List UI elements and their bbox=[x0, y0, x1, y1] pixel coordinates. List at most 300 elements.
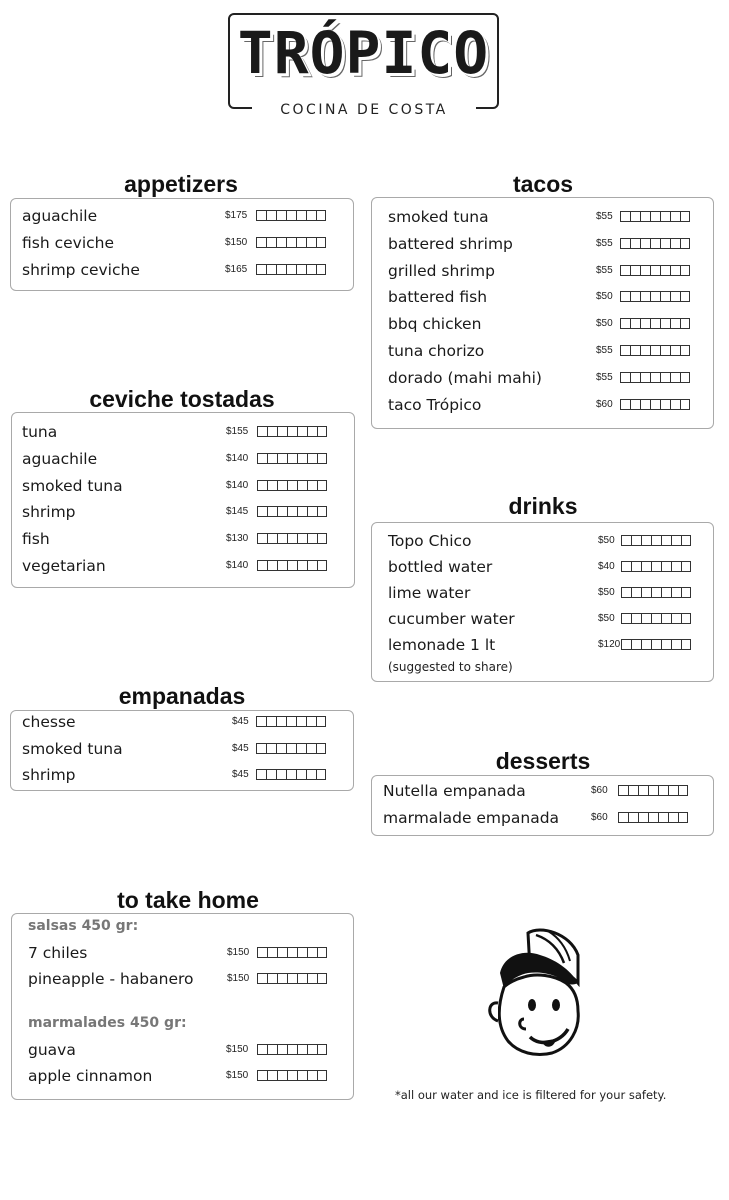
marmalades-heading: marmalades 450 gr: bbox=[28, 1015, 187, 1031]
quantity-box[interactable] bbox=[257, 1070, 267, 1081]
quantity-boxes[interactable] bbox=[256, 264, 326, 276]
quantity-box[interactable] bbox=[660, 291, 670, 302]
quantity-box[interactable] bbox=[680, 372, 690, 383]
quantity-box[interactable] bbox=[668, 785, 678, 796]
quantity-box[interactable] bbox=[640, 345, 650, 356]
quantity-boxes[interactable] bbox=[257, 480, 327, 492]
quantity-box[interactable] bbox=[317, 947, 327, 958]
quantity-box[interactable] bbox=[671, 613, 681, 624]
quantity-box[interactable] bbox=[256, 264, 266, 275]
quantity-box[interactable] bbox=[307, 506, 317, 517]
quantity-boxes[interactable] bbox=[620, 345, 690, 357]
quantity-box[interactable] bbox=[670, 372, 680, 383]
quantity-box[interactable] bbox=[286, 264, 296, 275]
quantity-box[interactable] bbox=[661, 587, 671, 598]
quantity-boxes[interactable] bbox=[620, 265, 690, 277]
quantity-box[interactable] bbox=[267, 1044, 277, 1055]
quantity-boxes[interactable] bbox=[621, 587, 691, 599]
menu-item-fish-ceviche bbox=[11, 232, 353, 256]
quantity-box[interactable] bbox=[287, 947, 297, 958]
quantity-box[interactable] bbox=[630, 265, 640, 276]
quantity-box[interactable] bbox=[650, 265, 660, 276]
quantity-box[interactable] bbox=[266, 769, 276, 780]
quantity-box[interactable] bbox=[266, 210, 276, 221]
quantity-box[interactable] bbox=[641, 535, 651, 546]
quantity-box[interactable] bbox=[307, 973, 317, 984]
quantity-box[interactable] bbox=[297, 560, 307, 571]
item-name: tuna chorizo bbox=[388, 342, 485, 360]
quantity-box[interactable] bbox=[670, 345, 680, 356]
quantity-box[interactable] bbox=[277, 947, 287, 958]
quantity-box[interactable] bbox=[660, 345, 670, 356]
quantity-box[interactable] bbox=[660, 265, 670, 276]
quantity-box[interactable] bbox=[638, 785, 648, 796]
quantity-box[interactable] bbox=[267, 453, 277, 464]
menu-item-grilled-shrimp bbox=[372, 260, 713, 284]
quantity-box[interactable] bbox=[316, 769, 326, 780]
quantity-box[interactable] bbox=[266, 264, 276, 275]
quantity-box[interactable] bbox=[287, 533, 297, 544]
quantity-boxes[interactable] bbox=[256, 769, 326, 781]
quantity-box[interactable] bbox=[297, 426, 307, 437]
item-price: $60 bbox=[596, 398, 613, 410]
quantity-box[interactable] bbox=[286, 769, 296, 780]
quantity-box[interactable] bbox=[297, 1070, 307, 1081]
quantity-box[interactable] bbox=[287, 973, 297, 984]
menu-item-taco-tr-pico bbox=[372, 394, 713, 418]
item-price: $45 bbox=[232, 716, 249, 727]
quantity-boxes[interactable] bbox=[257, 506, 327, 518]
menu-item-battered-fish bbox=[372, 286, 713, 310]
quantity-box[interactable] bbox=[651, 613, 661, 624]
quantity-box[interactable] bbox=[650, 238, 660, 249]
quantity-box[interactable] bbox=[267, 480, 277, 491]
quantity-box[interactable] bbox=[671, 587, 681, 598]
quantity-box[interactable] bbox=[620, 211, 630, 222]
quantity-box[interactable] bbox=[317, 1044, 327, 1055]
quantity-box[interactable] bbox=[296, 210, 306, 221]
quantity-box[interactable] bbox=[618, 785, 628, 796]
drinks-box bbox=[371, 522, 714, 682]
quantity-box[interactable] bbox=[681, 639, 691, 650]
quantity-boxes[interactable] bbox=[257, 1070, 327, 1082]
menu-item-fish bbox=[12, 528, 354, 552]
item-name: lemonade 1 lt bbox=[388, 636, 496, 654]
quantity-box[interactable] bbox=[641, 613, 651, 624]
quantity-box[interactable] bbox=[277, 1044, 287, 1055]
quantity-box[interactable] bbox=[276, 743, 286, 754]
quantity-box[interactable] bbox=[316, 264, 326, 275]
quantity-box[interactable] bbox=[641, 587, 651, 598]
quantity-box[interactable] bbox=[307, 1070, 317, 1081]
quantity-box[interactable] bbox=[621, 587, 631, 598]
quantity-box[interactable] bbox=[257, 506, 267, 517]
quantity-box[interactable] bbox=[276, 264, 286, 275]
quantity-box[interactable] bbox=[297, 533, 307, 544]
quantity-box[interactable] bbox=[681, 587, 691, 598]
quantity-box[interactable] bbox=[620, 318, 630, 329]
quantity-box[interactable] bbox=[267, 506, 277, 517]
quantity-box[interactable] bbox=[628, 812, 638, 823]
quantity-box[interactable] bbox=[640, 318, 650, 329]
quantity-boxes[interactable] bbox=[621, 639, 691, 651]
quantity-box[interactable] bbox=[257, 560, 267, 571]
item-price: $140 bbox=[226, 560, 249, 571]
quantity-box[interactable] bbox=[287, 560, 297, 571]
item-name: marmalade empanada bbox=[383, 809, 560, 827]
tacos-box bbox=[371, 197, 714, 429]
quantity-box[interactable] bbox=[620, 291, 630, 302]
quantity-box[interactable] bbox=[256, 237, 266, 248]
item-name: battered fish bbox=[388, 288, 488, 307]
menu-item-smoked-tuna bbox=[12, 475, 354, 499]
menu-item-topo-chico bbox=[372, 530, 713, 554]
quantity-box[interactable] bbox=[670, 399, 680, 410]
item-name: apple cinnamon bbox=[28, 1067, 153, 1085]
quantity-box[interactable] bbox=[661, 639, 671, 650]
quantity-box[interactable] bbox=[661, 613, 671, 624]
quantity-box[interactable] bbox=[287, 426, 297, 437]
quantity-boxes[interactable] bbox=[620, 399, 690, 411]
salsas-heading: salsas 450 gr: bbox=[28, 918, 139, 934]
quantity-box[interactable] bbox=[680, 345, 690, 356]
quantity-box[interactable] bbox=[316, 743, 326, 754]
quantity-box[interactable] bbox=[640, 211, 650, 222]
quantity-box[interactable] bbox=[621, 613, 631, 624]
quantity-box[interactable] bbox=[286, 237, 296, 248]
quantity-box[interactable] bbox=[266, 716, 276, 727]
quantity-box[interactable] bbox=[257, 533, 267, 544]
quantity-box[interactable] bbox=[678, 785, 688, 796]
quantity-box[interactable] bbox=[620, 372, 630, 383]
quantity-box[interactable] bbox=[317, 480, 327, 491]
quantity-boxes[interactable] bbox=[620, 372, 690, 384]
quantity-box[interactable] bbox=[307, 560, 317, 571]
quantity-box[interactable] bbox=[316, 237, 326, 248]
quantity-box[interactable] bbox=[256, 743, 266, 754]
item-price: $50 bbox=[598, 587, 615, 598]
quantity-box[interactable] bbox=[256, 210, 266, 221]
quantity-box[interactable] bbox=[317, 973, 327, 984]
quantity-box[interactable] bbox=[257, 453, 267, 464]
quantity-box[interactable] bbox=[648, 785, 658, 796]
empanadas-box bbox=[10, 710, 354, 791]
quantity-box[interactable] bbox=[296, 237, 306, 248]
quantity-box[interactable] bbox=[618, 812, 628, 823]
to-take-home-title: to take home bbox=[117, 887, 259, 913]
quantity-box[interactable] bbox=[628, 785, 638, 796]
quantity-box[interactable] bbox=[630, 291, 640, 302]
menu-item-bbq-chicken bbox=[372, 313, 713, 337]
quantity-boxes[interactable] bbox=[621, 613, 691, 625]
quantity-box[interactable] bbox=[266, 237, 276, 248]
quantity-box[interactable] bbox=[306, 716, 316, 727]
quantity-box[interactable] bbox=[640, 399, 650, 410]
quantity-box[interactable] bbox=[661, 535, 671, 546]
quantity-box[interactable] bbox=[670, 238, 680, 249]
quantity-box[interactable] bbox=[651, 561, 661, 572]
quantity-box[interactable] bbox=[277, 453, 287, 464]
quantity-box[interactable] bbox=[660, 372, 670, 383]
quantity-box[interactable] bbox=[640, 265, 650, 276]
quantity-box[interactable] bbox=[671, 535, 681, 546]
quantity-box[interactable] bbox=[621, 639, 631, 650]
quantity-box[interactable] bbox=[680, 211, 690, 222]
quantity-box[interactable] bbox=[277, 1070, 287, 1081]
quantity-box[interactable] bbox=[306, 743, 316, 754]
quantity-box[interactable] bbox=[277, 506, 287, 517]
quantity-box[interactable] bbox=[307, 426, 317, 437]
quantity-box[interactable] bbox=[630, 318, 640, 329]
item-name: shrimp bbox=[22, 766, 76, 784]
menu-item-battered-shrimp bbox=[372, 233, 713, 257]
quantity-box[interactable] bbox=[276, 769, 286, 780]
quantity-box[interactable] bbox=[307, 533, 317, 544]
item-name: pineapple - habanero bbox=[28, 970, 194, 988]
quantity-box[interactable] bbox=[680, 318, 690, 329]
quantity-box[interactable] bbox=[267, 533, 277, 544]
quantity-box[interactable] bbox=[317, 533, 327, 544]
quantity-box[interactable] bbox=[681, 561, 691, 572]
menu-item-marmalade-empanada bbox=[372, 807, 713, 831]
quantity-box[interactable] bbox=[306, 769, 316, 780]
quantity-boxes[interactable] bbox=[256, 210, 326, 222]
quantity-boxes[interactable] bbox=[256, 237, 326, 249]
quantity-box[interactable] bbox=[286, 210, 296, 221]
quantity-box[interactable] bbox=[297, 506, 307, 517]
to-take-home-box bbox=[11, 913, 354, 1100]
quantity-box[interactable] bbox=[297, 947, 307, 958]
quantity-box[interactable] bbox=[658, 812, 668, 823]
quantity-box[interactable] bbox=[631, 613, 641, 624]
item-name: Nutella empanada bbox=[383, 782, 526, 800]
quantity-box[interactable] bbox=[650, 318, 660, 329]
item-name: fish ceviche bbox=[22, 234, 115, 252]
quantity-box[interactable] bbox=[680, 265, 690, 276]
quantity-box[interactable] bbox=[287, 480, 297, 491]
quantity-box[interactable] bbox=[620, 265, 630, 276]
item-name: dorado (mahi mahi) bbox=[388, 368, 542, 387]
quantity-box[interactable] bbox=[660, 238, 670, 249]
quantity-box[interactable] bbox=[256, 769, 266, 780]
quantity-boxes[interactable] bbox=[620, 238, 690, 250]
quantity-boxes[interactable] bbox=[620, 291, 690, 303]
quantity-boxes[interactable] bbox=[621, 535, 691, 547]
item-price: $150 bbox=[225, 237, 248, 248]
quantity-box[interactable] bbox=[257, 480, 267, 491]
quantity-box[interactable] bbox=[277, 426, 287, 437]
quantity-box[interactable] bbox=[297, 973, 307, 984]
quantity-box[interactable] bbox=[680, 291, 690, 302]
logo-subtitle: COCINA DE COSTA bbox=[252, 101, 476, 119]
quantity-box[interactable] bbox=[640, 372, 650, 383]
quantity-box[interactable] bbox=[660, 399, 670, 410]
quantity-box[interactable] bbox=[277, 973, 287, 984]
quantity-box[interactable] bbox=[276, 210, 286, 221]
quantity-boxes[interactable] bbox=[257, 973, 327, 985]
quantity-box[interactable] bbox=[317, 506, 327, 517]
quantity-box[interactable] bbox=[267, 947, 277, 958]
quantity-box[interactable] bbox=[256, 716, 266, 727]
quantity-boxes[interactable] bbox=[618, 812, 688, 824]
quantity-box[interactable] bbox=[306, 210, 316, 221]
quantity-box[interactable] bbox=[257, 426, 267, 437]
item-price: $150 bbox=[226, 1070, 249, 1081]
quantity-box[interactable] bbox=[287, 506, 297, 517]
item-name: smoked tuna bbox=[22, 476, 123, 495]
quantity-box[interactable] bbox=[257, 973, 267, 984]
quantity-box[interactable] bbox=[317, 453, 327, 464]
quantity-box[interactable] bbox=[621, 561, 631, 572]
quantity-box[interactable] bbox=[630, 399, 640, 410]
quantity-boxes[interactable] bbox=[257, 1044, 327, 1056]
quantity-box[interactable] bbox=[670, 318, 680, 329]
quantity-box[interactable] bbox=[257, 1044, 267, 1055]
quantity-box[interactable] bbox=[316, 210, 326, 221]
quantity-box[interactable] bbox=[297, 1044, 307, 1055]
quantity-box[interactable] bbox=[297, 453, 307, 464]
item-name: tuna bbox=[22, 423, 58, 441]
quantity-boxes[interactable] bbox=[620, 211, 690, 223]
quantity-box[interactable] bbox=[681, 613, 691, 624]
quantity-boxes[interactable] bbox=[257, 426, 327, 438]
quantity-box[interactable] bbox=[296, 716, 306, 727]
quantity-box[interactable] bbox=[307, 480, 317, 491]
item-name: chesse bbox=[22, 713, 76, 731]
quantity-boxes[interactable] bbox=[257, 533, 327, 545]
quantity-box[interactable] bbox=[620, 399, 630, 410]
quantity-box[interactable] bbox=[296, 743, 306, 754]
quantity-box[interactable] bbox=[316, 716, 326, 727]
quantity-box[interactable] bbox=[286, 716, 296, 727]
quantity-box[interactable] bbox=[680, 399, 690, 410]
quantity-boxes[interactable] bbox=[618, 785, 688, 797]
quantity-box[interactable] bbox=[640, 291, 650, 302]
quantity-box[interactable] bbox=[640, 238, 650, 249]
item-price: $165 bbox=[225, 264, 248, 275]
quantity-box[interactable] bbox=[307, 947, 317, 958]
quantity-boxes[interactable] bbox=[621, 561, 691, 573]
quantity-box[interactable] bbox=[660, 211, 670, 222]
quantity-box[interactable] bbox=[266, 743, 276, 754]
quantity-box[interactable] bbox=[277, 533, 287, 544]
quantity-box[interactable] bbox=[286, 743, 296, 754]
item-price: $150 bbox=[227, 947, 250, 958]
quantity-box[interactable] bbox=[630, 238, 640, 249]
quantity-box[interactable] bbox=[641, 561, 651, 572]
appetizers-box bbox=[10, 198, 354, 291]
quantity-boxes[interactable] bbox=[257, 560, 327, 572]
item-price: $55 bbox=[596, 371, 613, 383]
quantity-box[interactable] bbox=[671, 639, 681, 650]
item-price: $55 bbox=[596, 211, 613, 222]
quantity-box[interactable] bbox=[287, 1070, 297, 1081]
quantity-box[interactable] bbox=[648, 812, 658, 823]
quantity-box[interactable] bbox=[631, 587, 641, 598]
quantity-box[interactable] bbox=[287, 1044, 297, 1055]
quantity-box[interactable] bbox=[276, 716, 286, 727]
quantity-box[interactable] bbox=[277, 560, 287, 571]
quantity-box[interactable] bbox=[638, 812, 648, 823]
quantity-box[interactable] bbox=[650, 211, 660, 222]
quantity-box[interactable] bbox=[267, 426, 277, 437]
quantity-box[interactable] bbox=[680, 238, 690, 249]
quantity-box[interactable] bbox=[620, 238, 630, 249]
quantity-box[interactable] bbox=[267, 1070, 277, 1081]
quantity-box[interactable] bbox=[631, 639, 641, 650]
item-name: aguachile bbox=[22, 449, 98, 468]
quantity-box[interactable] bbox=[661, 561, 671, 572]
quantity-box[interactable] bbox=[651, 639, 661, 650]
quantity-box[interactable] bbox=[670, 265, 680, 276]
quantity-box[interactable] bbox=[651, 535, 661, 546]
quantity-box[interactable] bbox=[660, 318, 670, 329]
quantity-box[interactable] bbox=[307, 1044, 317, 1055]
menu-item-apple-cinnamon bbox=[12, 1065, 353, 1089]
chef-mascot-icon bbox=[478, 925, 588, 1065]
quantity-box[interactable] bbox=[306, 264, 316, 275]
quantity-box[interactable] bbox=[296, 264, 306, 275]
quantity-box[interactable] bbox=[317, 426, 327, 437]
quantity-boxes[interactable] bbox=[256, 716, 326, 728]
quantity-box[interactable] bbox=[276, 237, 286, 248]
menu-item-aguachile bbox=[11, 205, 353, 229]
quantity-box[interactable] bbox=[668, 812, 678, 823]
quantity-box[interactable] bbox=[297, 480, 307, 491]
menu-item-guava bbox=[12, 1039, 353, 1063]
item-name: shrimp bbox=[22, 503, 76, 522]
quantity-box[interactable] bbox=[277, 480, 287, 491]
quantity-box[interactable] bbox=[630, 345, 640, 356]
quantity-box[interactable] bbox=[671, 561, 681, 572]
quantity-box[interactable] bbox=[287, 453, 297, 464]
quantity-box[interactable] bbox=[267, 560, 277, 571]
quantity-box[interactable] bbox=[620, 345, 630, 356]
quantity-box[interactable] bbox=[306, 237, 316, 248]
quantity-box[interactable] bbox=[257, 947, 267, 958]
quantity-box[interactable] bbox=[267, 973, 277, 984]
quantity-box[interactable] bbox=[678, 812, 688, 823]
quantity-box[interactable] bbox=[631, 535, 641, 546]
quantity-boxes[interactable] bbox=[256, 743, 326, 755]
item-name: cucumber water bbox=[388, 610, 515, 628]
item-name: bottled water bbox=[388, 558, 493, 576]
item-name: bbq chicken bbox=[388, 315, 482, 334]
menu-item-shrimp-ceviche bbox=[11, 259, 353, 283]
quantity-box[interactable] bbox=[650, 345, 660, 356]
quantity-box[interactable] bbox=[658, 785, 668, 796]
quantity-box[interactable] bbox=[650, 291, 660, 302]
quantity-box[interactable] bbox=[670, 211, 680, 222]
quantity-boxes[interactable] bbox=[257, 453, 327, 465]
quantity-box[interactable] bbox=[296, 769, 306, 780]
quantity-box[interactable] bbox=[630, 211, 640, 222]
quantity-box[interactable] bbox=[641, 639, 651, 650]
quantity-boxes[interactable] bbox=[620, 318, 690, 330]
quantity-box[interactable] bbox=[650, 372, 660, 383]
quantity-boxes[interactable] bbox=[257, 947, 327, 959]
quantity-box[interactable] bbox=[307, 453, 317, 464]
quantity-box[interactable] bbox=[317, 560, 327, 571]
quantity-box[interactable] bbox=[650, 399, 660, 410]
quantity-box[interactable] bbox=[621, 535, 631, 546]
quantity-box[interactable] bbox=[651, 587, 661, 598]
quantity-box[interactable] bbox=[670, 291, 680, 302]
quantity-box[interactable] bbox=[631, 561, 641, 572]
quantity-box[interactable] bbox=[630, 372, 640, 383]
quantity-box[interactable] bbox=[681, 535, 691, 546]
quantity-box[interactable] bbox=[317, 1070, 327, 1081]
